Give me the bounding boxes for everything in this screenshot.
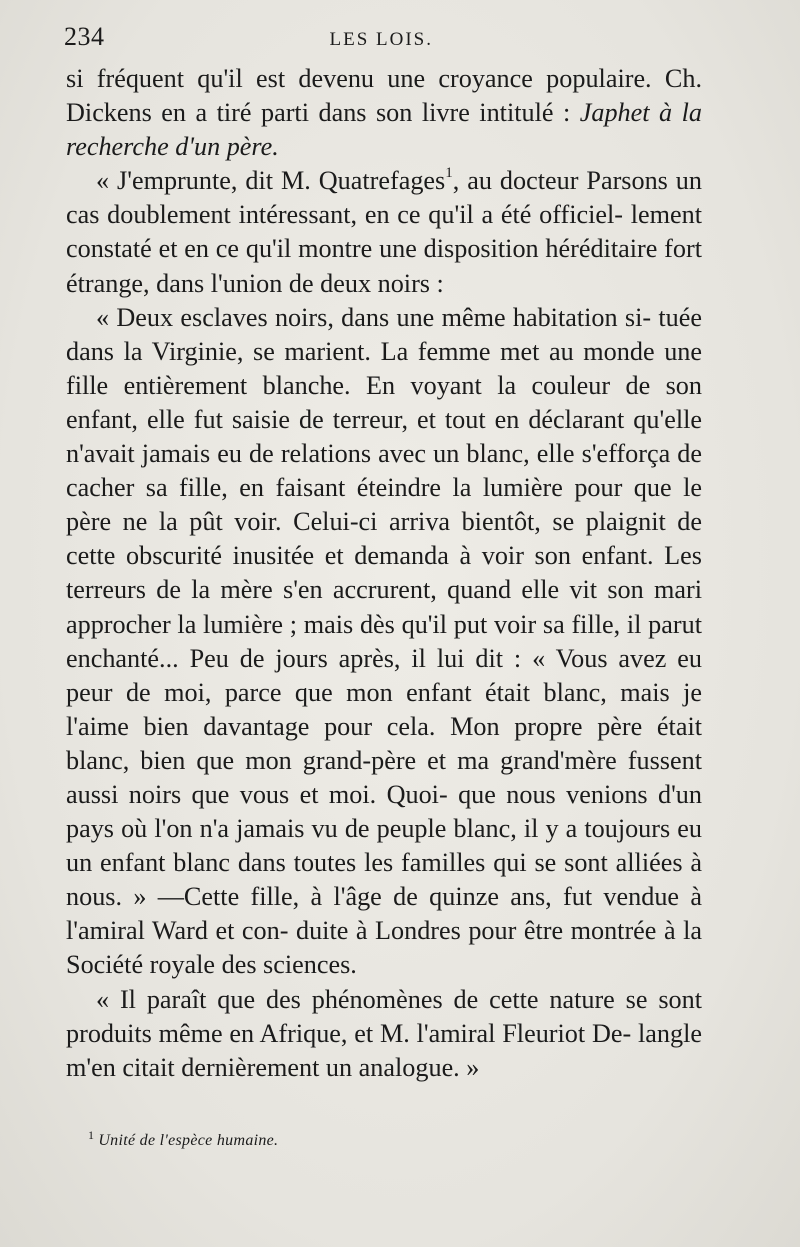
book-title: Japhet à la recherche d'un père. bbox=[66, 98, 702, 162]
footnote-mark: 1 bbox=[88, 1128, 95, 1142]
footnote-text: Unité de l'espèce humaine. bbox=[98, 1132, 279, 1149]
footnote bbox=[88, 1128, 278, 1150]
paragraph-1-text: si fréquent qu'il est devenu une croyance populaire. Ch. Dickens en a tiré parti dans son livre intitulé : bbox=[66, 64, 702, 128]
page-header bbox=[64, 22, 698, 62]
paragraph-2-text-before: « J'emprunte, dit M. Quatrefages bbox=[96, 166, 446, 196]
paragraph-2-text-after: , au docteur Parsons un cas doublement intéressant, en ce qu'il a été officiel- lement constaté et en ce qu'il montre une disposition héréditaire fort étrange, dans l'union de deux noirs : bbox=[66, 166, 702, 298]
running-head: LES LOIS. bbox=[329, 29, 433, 50]
paragraph-1 bbox=[66, 62, 702, 164]
paragraph-3: « Deux esclaves noirs, dans une même habitation si- tuée dans la Virginie, se marient. La femme met au monde une fille entièrement blanche. En voyant la couleur de son enfant, elle fut saisie de terreur, et tout en déclarant qu'elle n'avait jamais eu de relations avec un blanc, elle s'efforça de cacher sa fille, en faisant éteindre la lumière pour que le père ne la pût voir. Celui-ci arriva bientôt, se plaignit de cette obscurité inusitée et demanda à voir son enfant. Les terreurs de la mère s'en accrurent, quand elle vit son mari approcher la lumière ; mais dès qu'il put voir sa fille, il parut enchanté... Peu de jours après, il lui dit : « Vous avez eu peur de moi, parce que mon enfant était blanc, mais je l'aime bien davantage pour cela. Mon propre père était blanc, bien que mon grand-père et ma grand'mère fussent aussi noirs que vous et moi. Quoi- que nous venions d'un pays où l'on n'a jamais vu de peuple blanc, il y a toujours eu un enfant blanc dans toutes les familles qui se sont alliées à nous. » —Cette fille, à l'âge de quinze ans, fut vendue à l'amiral Ward et con- duite à Londres pour être montrée à la Société royale des sciences. bbox=[66, 302, 702, 980]
footnote-reference: 1 bbox=[445, 165, 453, 182]
page-body bbox=[66, 62, 702, 1085]
page-number: 234 bbox=[64, 22, 105, 51]
paragraph-2 bbox=[66, 164, 702, 300]
paragraph-4: « Il paraît que des phénomènes de cette nature se sont produits même en Afrique, et M. l'amiral Fleuriot De- langle m'en citait dernièrement un analogue. » bbox=[66, 984, 702, 1082]
